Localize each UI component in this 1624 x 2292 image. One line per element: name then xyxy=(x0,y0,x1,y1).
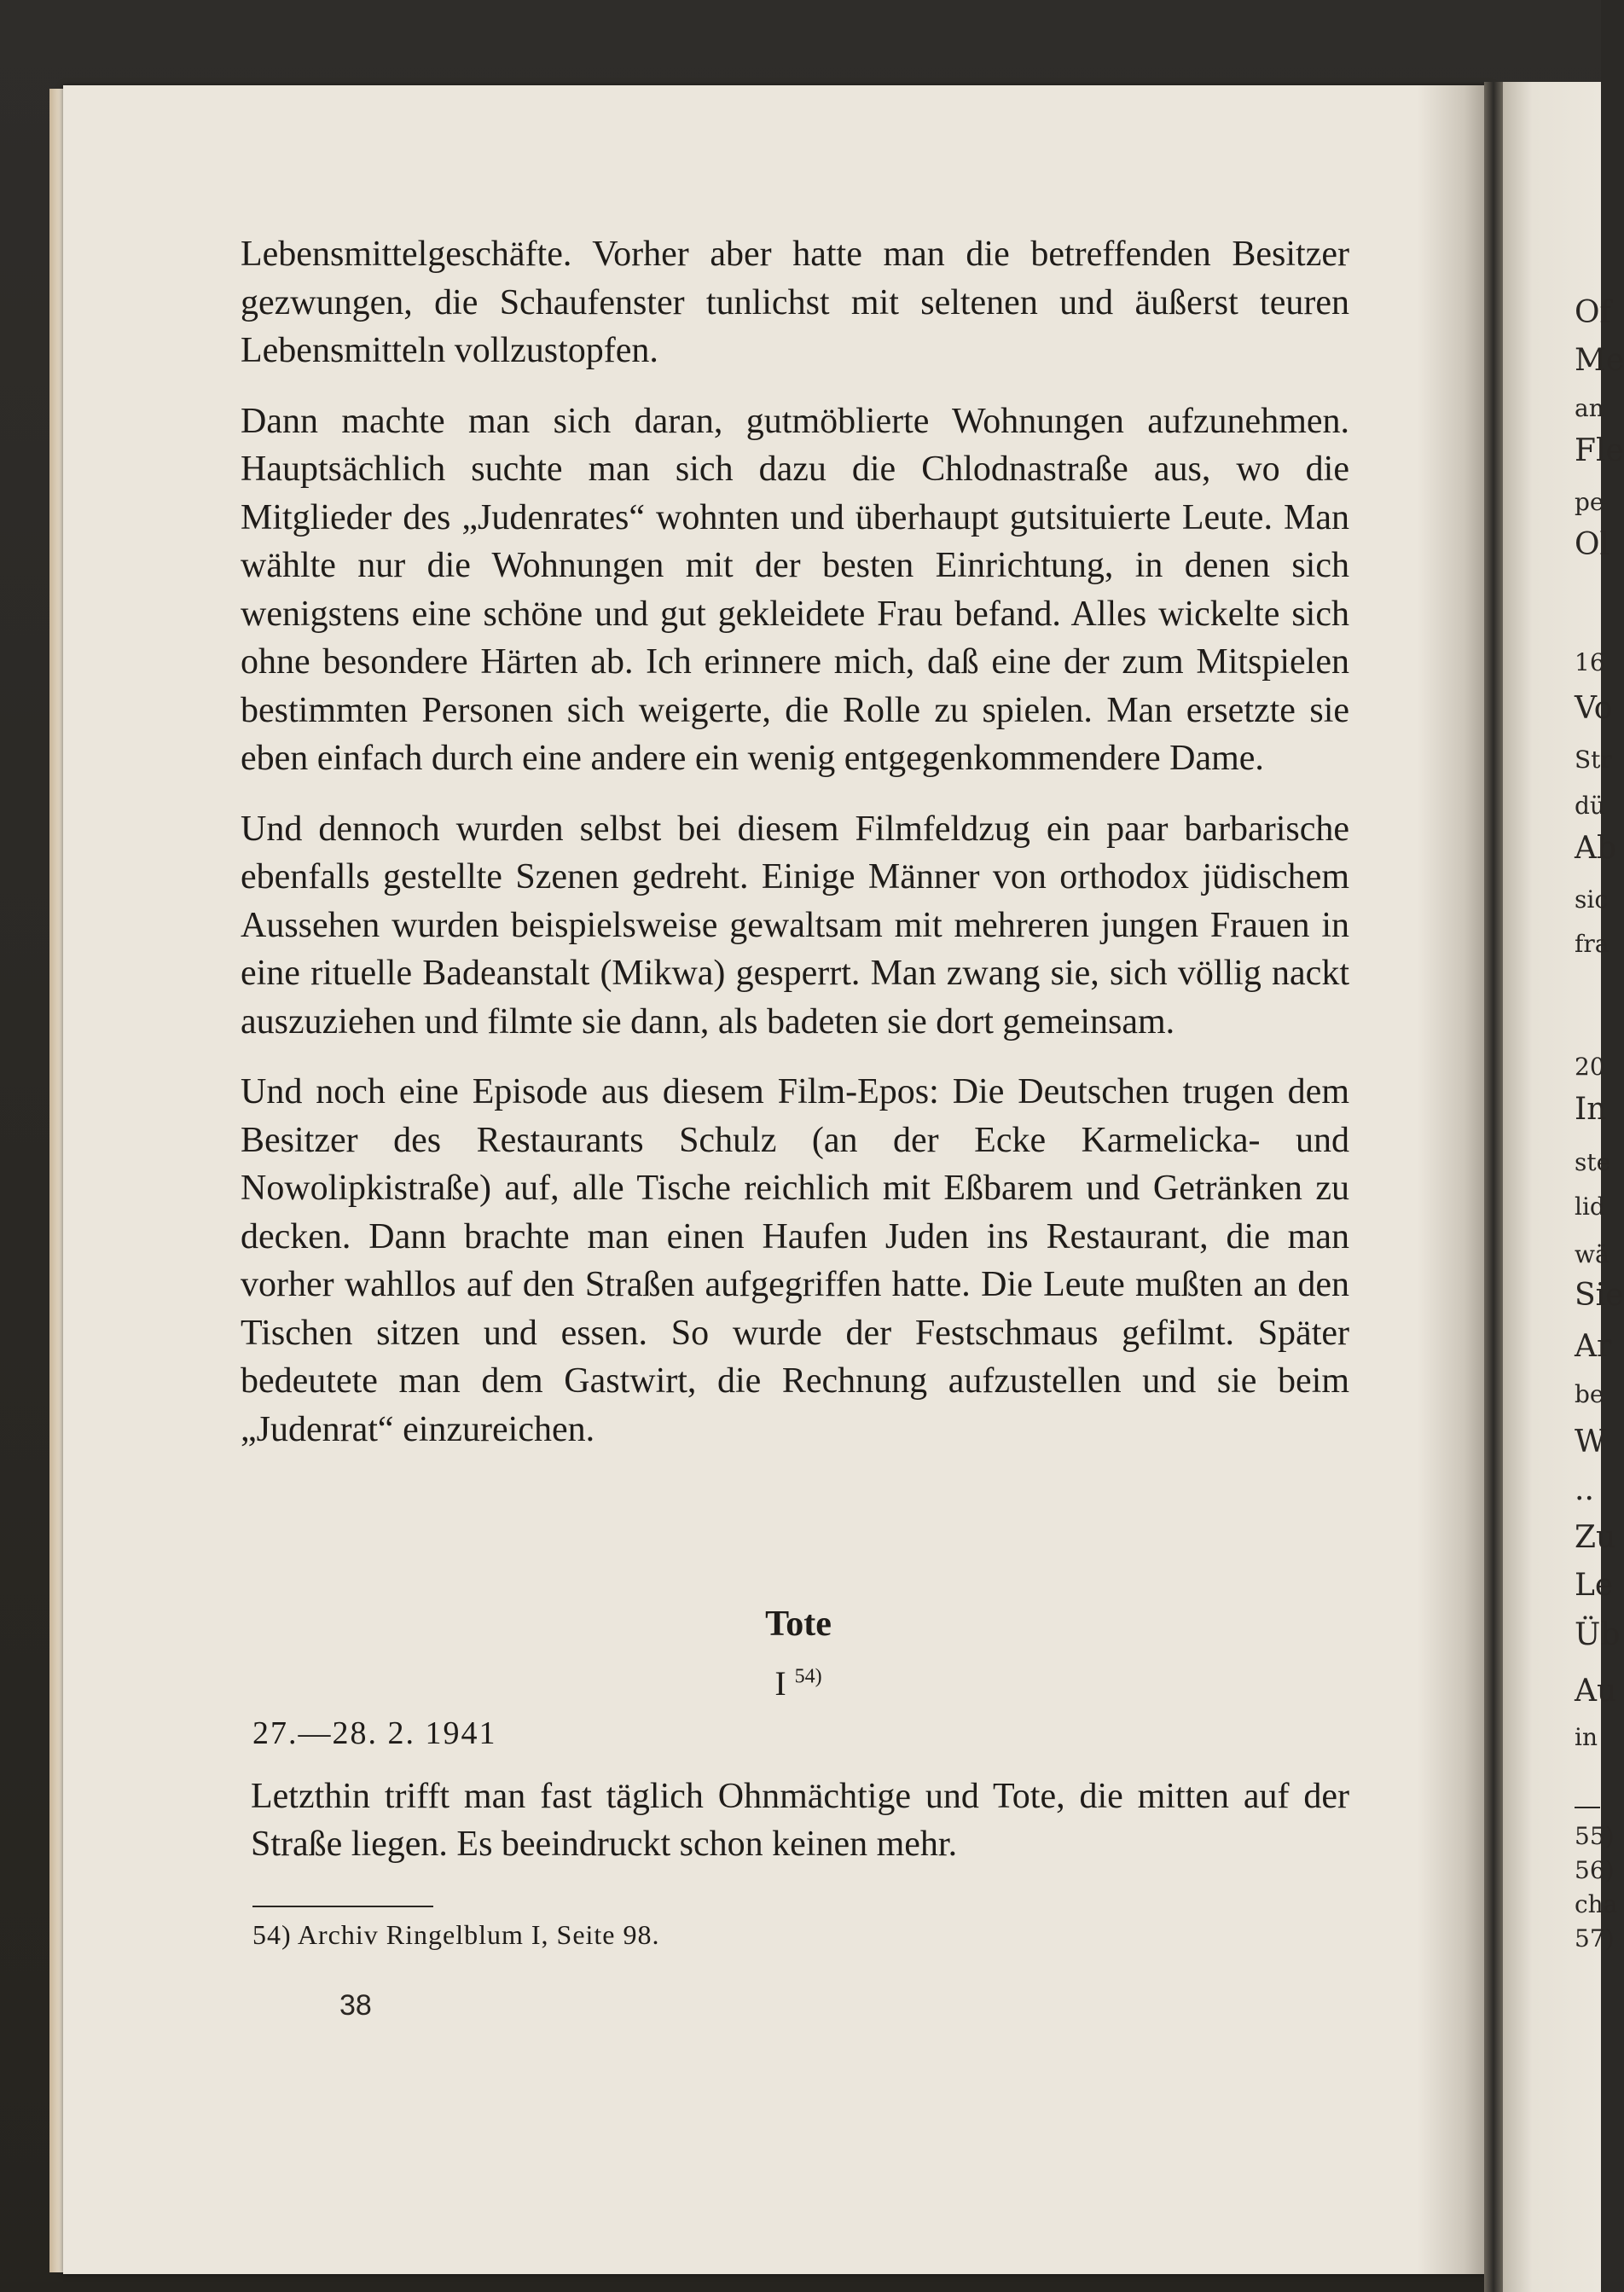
next-page-fragment: fra xyxy=(1575,930,1610,958)
next-page-fragment: 20 xyxy=(1575,1053,1605,1081)
next-page-fragment: dü xyxy=(1575,792,1605,820)
next-page-fragment: an xyxy=(1575,394,1604,422)
next-page-fragment: Zu xyxy=(1575,1520,1616,1555)
next-page-fragment: pe xyxy=(1575,488,1604,516)
next-page-fragment: Ab xyxy=(1575,831,1617,866)
book-gutter xyxy=(1484,82,1503,2292)
next-page-fragment: .. xyxy=(1575,1472,1594,1507)
next-page-fragment: Me xyxy=(1575,343,1624,378)
paragraph: Und noch eine Episode aus diesem Film-Epos: Die Deutschen trugen dem Besitzer des Restaurants Schulz (an der Ecke Karmelicka- und Nowolipkistraße) auf, alle Tische reichlich mit Eßbarem und Getränken zu decken. Dann brachte man einen Haufen Juden ins Restaurant, die man vorher wahllos auf den Straßen aufgegriffen hatte. Die Leute mußten an den Tischen sitzen und essen. So wurde der Festschmaus gefilmt. Später bedeutete man dem Gastwirt, die Rechnung aufzustellen und sie beim „Judenrat“ einzureichen. xyxy=(241,1072,1349,1449)
page-number: 38 xyxy=(339,1989,372,2022)
next-page-fragment: 55) xyxy=(1575,1822,1615,1850)
next-page-fragment: Üb xyxy=(1575,1617,1621,1652)
next-page-fragment: Of xyxy=(1575,295,1611,330)
footnote: 54) Archiv Ringelblum I, Seite 98. xyxy=(252,1919,660,1950)
next-page-fragment: ste xyxy=(1575,1148,1611,1176)
next-page-fragment: 16 xyxy=(1575,648,1605,676)
paragraph: Und dennoch wurden selbst bei diesem Filmfeldzug ein paar barbarische ebenfalls gestellte Szenen gedreht. Einige Männer von orthodox jüdischem Aussehen wurden beispielsweise gewaltsam mit mehreren jungen Frauen in eine rituelle Badeanstalt (Mikwa) gesperrt. Man zwang sie, sich völlig nackt auszuziehen und filmte sie dann, als badeten sie dort gemeinsam. xyxy=(241,809,1349,1042)
footnote-divider xyxy=(252,1906,433,1907)
next-page-fragment: Fle xyxy=(1575,433,1624,468)
next-page-fragment: W xyxy=(1575,1425,1607,1459)
next-page-fragment: cha xyxy=(1575,1890,1618,1918)
next-page-fragment: Ar xyxy=(1575,1329,1612,1364)
paragraph: Lebensmittelgeschäfte. Vorher aber hatte man die betreffenden Besitzer gezwungen, die Schaufenster tunlichst mit seltenen und äußerst teuren Lebensmitteln vollzustopfen. xyxy=(241,235,1349,370)
body-text xyxy=(241,230,1349,1476)
entry-text: Letzthin trifft man fast täglich Ohnmächtige und Tote, die mitten auf der Straße liegen. Es beeindruckt schon keinen mehr. xyxy=(251,1777,1349,1864)
paragraph: Dann machte man sich daran, gutmöblierte Wohnungen aufzunehmen. Hauptsächlich suchte man sich dazu die Chlodnastraße aus, wo die Mitglieder des „Judenrates“ wohnten und überhaupt gutsituierte Leute. Man wählte nur die Wohnungen mit der besten Einrichtung, in denen sich wenigstens eine schöne und gut gekleidete Frau befand. Alles wickelte sich ohne besondere Härten ab. Ich erinnere mich, daß eine der zum Mitspielen bestimmten Personen sich weigerte, die Rolle zu spielen. Man ersetzte sie eben einfach durch eine andere ein wenig entgegenkommendere Dame. xyxy=(241,401,1349,778)
next-page-fragment: Ol xyxy=(1575,527,1610,562)
right-page-edge xyxy=(1503,82,1624,2292)
entry-date: 27.—28. 2. 1941 xyxy=(252,1715,497,1751)
next-page-fragment: 57) xyxy=(1575,1924,1615,1953)
next-page-fragment: in xyxy=(1575,1723,1598,1751)
numeral: I xyxy=(774,1664,786,1703)
next-page-footnote-rule xyxy=(1575,1807,1600,1808)
next-page-fragment: sic xyxy=(1575,885,1609,914)
next-page-fragment: Le xyxy=(1575,1568,1614,1603)
next-page-fragment: In xyxy=(1575,1092,1607,1127)
next-page-fragment: Str xyxy=(1575,746,1612,774)
next-page-fragment: be xyxy=(1575,1380,1604,1408)
next-page-fragment: Sie xyxy=(1575,1278,1624,1313)
section-numeral xyxy=(751,1663,846,1703)
next-page-fragment: lid xyxy=(1575,1192,1605,1221)
next-page-fragment: 56) xyxy=(1575,1856,1615,1884)
footnote-ref: 54) xyxy=(794,1665,822,1688)
section-heading: Tote xyxy=(765,1604,832,1644)
next-page-fragment: wä xyxy=(1575,1240,1610,1268)
next-page-fragment: Vo xyxy=(1575,691,1613,726)
next-page-fragment: Au xyxy=(1575,1674,1617,1709)
